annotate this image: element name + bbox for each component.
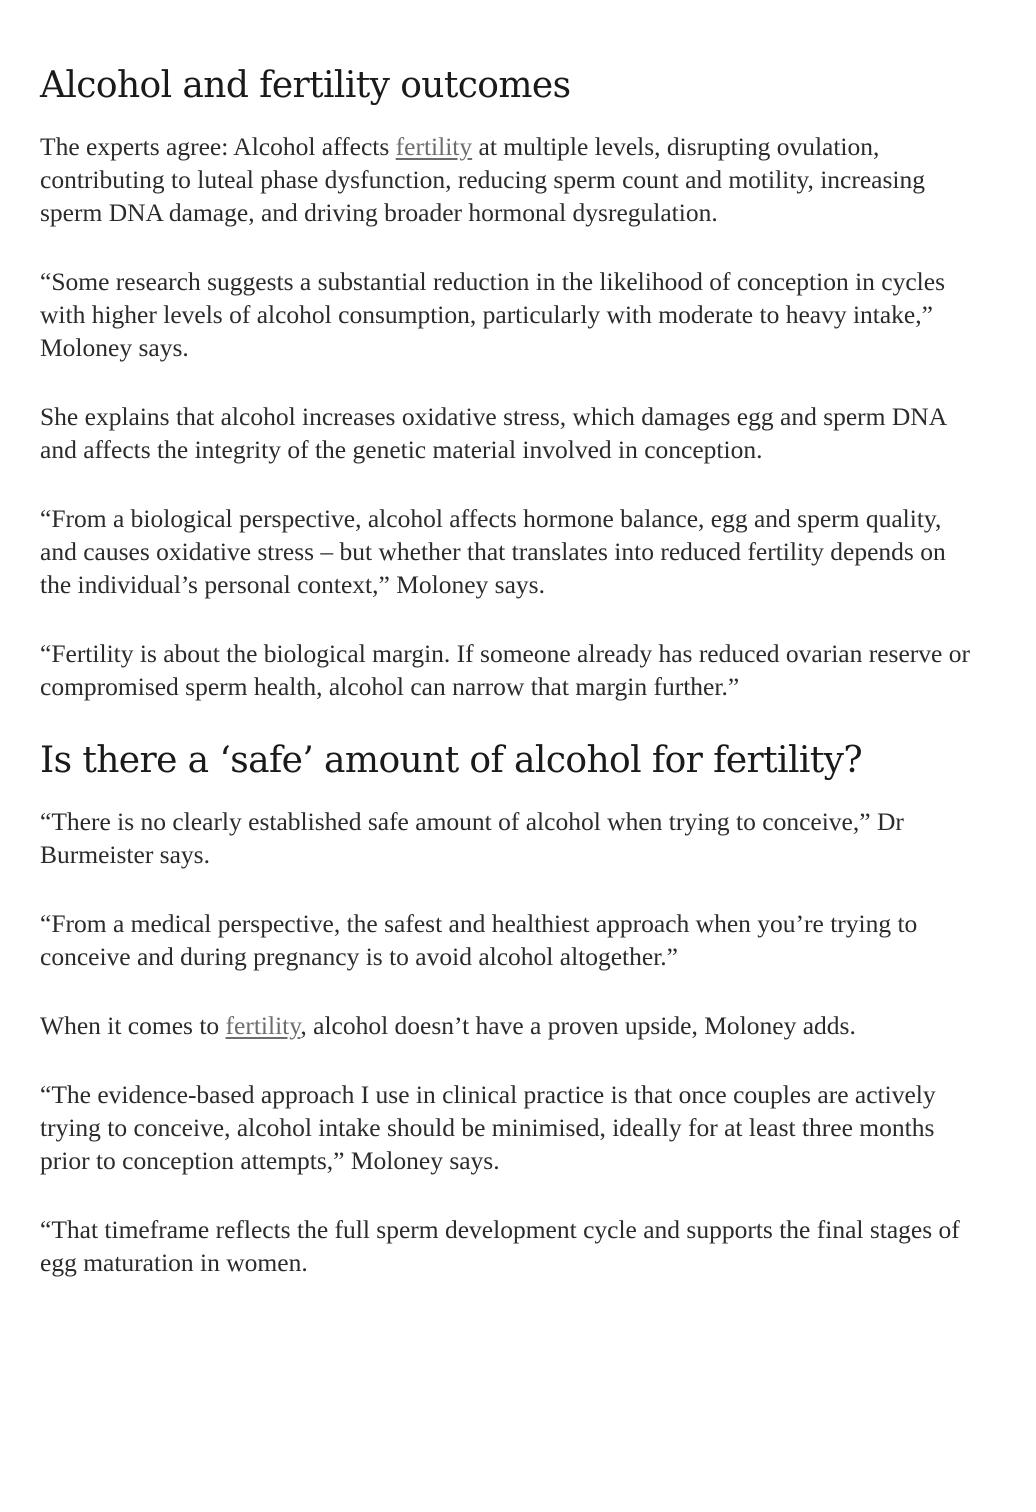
section-heading-safe-amount: Is there a ‘safe’ amount of alcohol for fertility?	[40, 740, 863, 781]
paragraph-no-safe-amount-quote: “There is no clearly established safe amount of alcohol when trying to conceive,” Dr Burmeister says.	[40, 807, 904, 869]
paragraph-biological-margin-quote: “Fertility is about the biological margin. If someone already has reduced ovarian reserve or compromised sperm health, alcohol can narrow that margin further.”	[40, 639, 970, 701]
paragraph-oxidative-stress: She explains that alcohol increases oxidative stress, which damages egg and sperm DNA and affects the integrity of the genetic material involved in conception.	[40, 402, 946, 464]
paragraph-research-quote: “Some research suggests a substantial reduction in the likelihood of conception in cycles with higher levels of alcohol consumption, particularly with moderate to heavy intake,” Moloney says.	[40, 267, 946, 362]
paragraph-text: at multiple levels, disrupting ovulation, contributing to luteal phase dysfunction, reducing sperm count and motility, increasing sperm DNA damage, and driving broader hormonal dysregulation.	[40, 132, 925, 227]
fertility-link[interactable]: fertility	[225, 1011, 301, 1040]
paragraph-experts-agree	[40, 130, 980, 229]
paragraph-biological-perspective-quote: “From a biological perspective, alcohol affects hormone balance, egg and sperm quality, and causes oxidative stress – but whether that translates into reduced fertility depends on the individual’s personal context,” Moloney says.	[40, 504, 946, 599]
fertility-link[interactable]: fertility	[395, 132, 473, 161]
paragraph-evidence-based-approach-quote: “The evidence-based approach I use in clinical practice is that once couples are actively trying to conceive, alcohol intake should be minimised, ideally for at least three months prior to conception attempts,” Moloney says.	[40, 1080, 936, 1175]
paragraph-text: When it comes to	[40, 1011, 226, 1040]
paragraph-timeframe-quote: “That timeframe reflects the full sperm development cycle and supports the final stages of egg maturation in women.	[40, 1215, 960, 1277]
section-heading-alcohol-fertility-outcomes: Alcohol and fertility outcomes	[40, 65, 571, 106]
article-body	[40, 64, 980, 1315]
paragraph-text: , alcohol doesn’t have a proven upside, Moloney adds.	[300, 1011, 856, 1040]
paragraph-medical-perspective-quote: “From a medical perspective, the safest and healthiest approach when you’re trying to conceive and during pregnancy is to avoid alcohol altogether.”	[40, 909, 918, 971]
paragraph-text: The experts agree: Alcohol affects	[40, 132, 396, 161]
paragraph-no-proven-upside	[40, 1009, 980, 1042]
